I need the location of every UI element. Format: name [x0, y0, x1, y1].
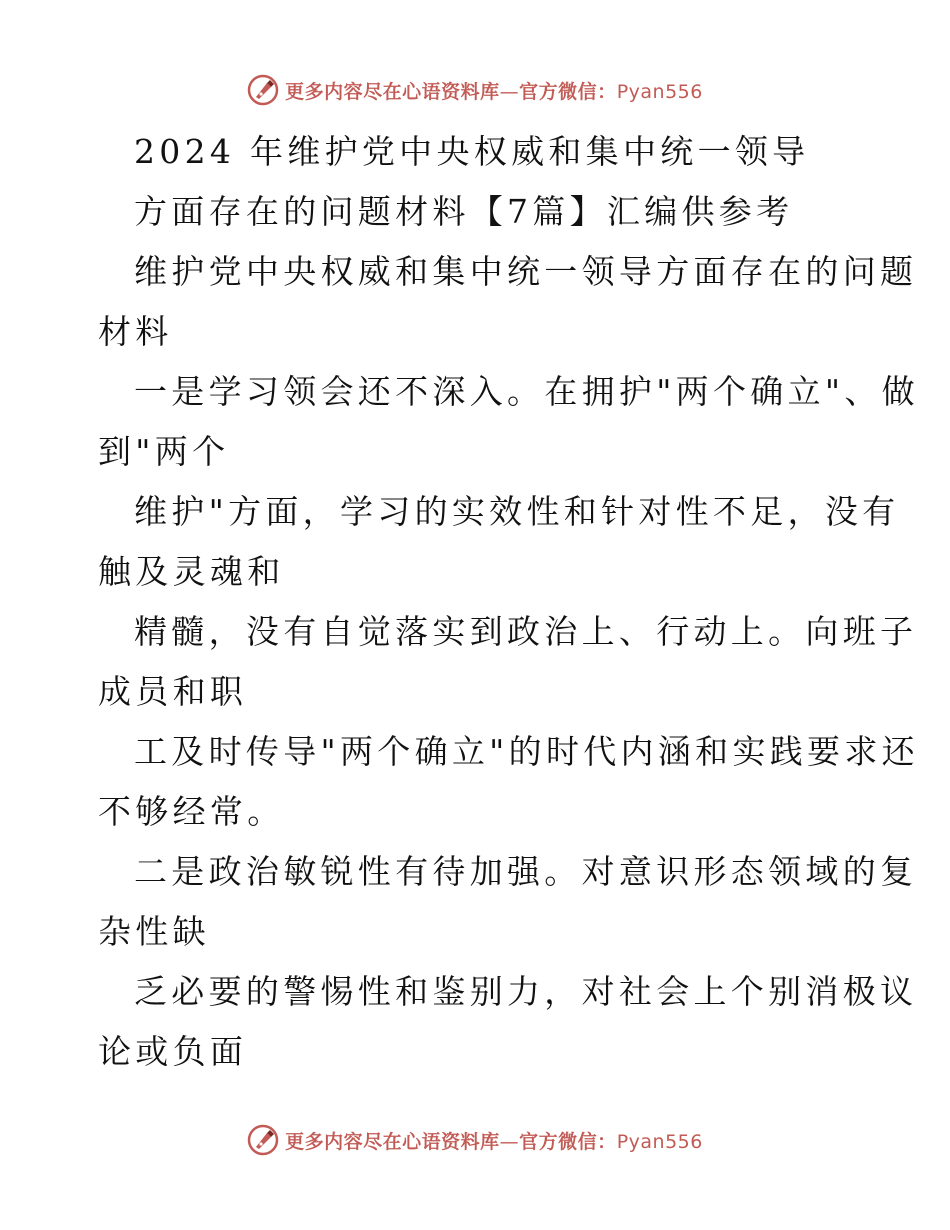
watermark-text [285, 77, 703, 104]
paragraph-line: 材料 [98, 312, 173, 351]
paragraph-line: 不够经常。 [98, 792, 285, 831]
paragraph-line: 工及时传导"两个确立"的时代内涵和实践要求还 [134, 732, 919, 771]
paragraph-line: 二是政治敏锐性有待加强。对意识形态领域的复 [134, 852, 918, 891]
document-title-line-1: 2024 年维护党中央权威和集中统一领导 [134, 132, 810, 171]
paragraph-line: 杂性缺 [98, 912, 210, 951]
paragraph-line: 论或负面 [98, 1032, 248, 1071]
pen-nib-logo-icon [247, 74, 279, 106]
paragraph-line: 维护"方面，学习的实效性和针对性不足，没有 [134, 492, 900, 531]
paragraph [98, 722, 919, 842]
paragraph [98, 362, 919, 482]
footer-watermark [0, 1122, 950, 1158]
document-title-line-2: 方面存在的问题材料【7篇】汇编供参考 [134, 192, 794, 231]
watermark-wechat-id: Pyan556 [616, 80, 703, 103]
paragraph-line: 维护党中央权威和集中统一领导方面存在的问题 [134, 252, 918, 291]
paragraph-line: 到"两个 [98, 432, 230, 471]
watermark-site-name: 更多内容尽在心语资料库 [285, 80, 500, 103]
paragraph [98, 842, 918, 962]
paragraph-line: 乏必要的警惕性和鉴别力，对社会上个别消极议 [134, 972, 918, 1011]
document-body [98, 122, 919, 1082]
paragraph-line: 成员和职 [98, 672, 248, 711]
watermark-dash: — [499, 80, 520, 103]
watermark-text [285, 1127, 703, 1154]
watermark-site-name: 更多内容尽在心语资料库 [285, 1130, 500, 1153]
watermark-wechat-label: 官方微信： [519, 80, 617, 103]
paragraph [98, 482, 900, 602]
paragraph-line: 一是学习领会还不深入。在拥护"两个确立"、做 [134, 372, 919, 411]
paragraph [98, 242, 918, 362]
paragraph [98, 962, 918, 1082]
paragraph-line: 触及灵魂和 [98, 552, 285, 591]
paragraph [98, 602, 918, 722]
header-watermark [0, 72, 950, 108]
watermark-wechat-id: Pyan556 [616, 1130, 703, 1153]
watermark-wechat-label: 官方微信： [519, 1130, 617, 1153]
pen-nib-logo-icon [247, 1124, 279, 1156]
watermark-dash: — [499, 1130, 520, 1153]
paragraph-line: 精髓，没有自觉落实到政治上、行动上。向班子 [134, 612, 918, 651]
